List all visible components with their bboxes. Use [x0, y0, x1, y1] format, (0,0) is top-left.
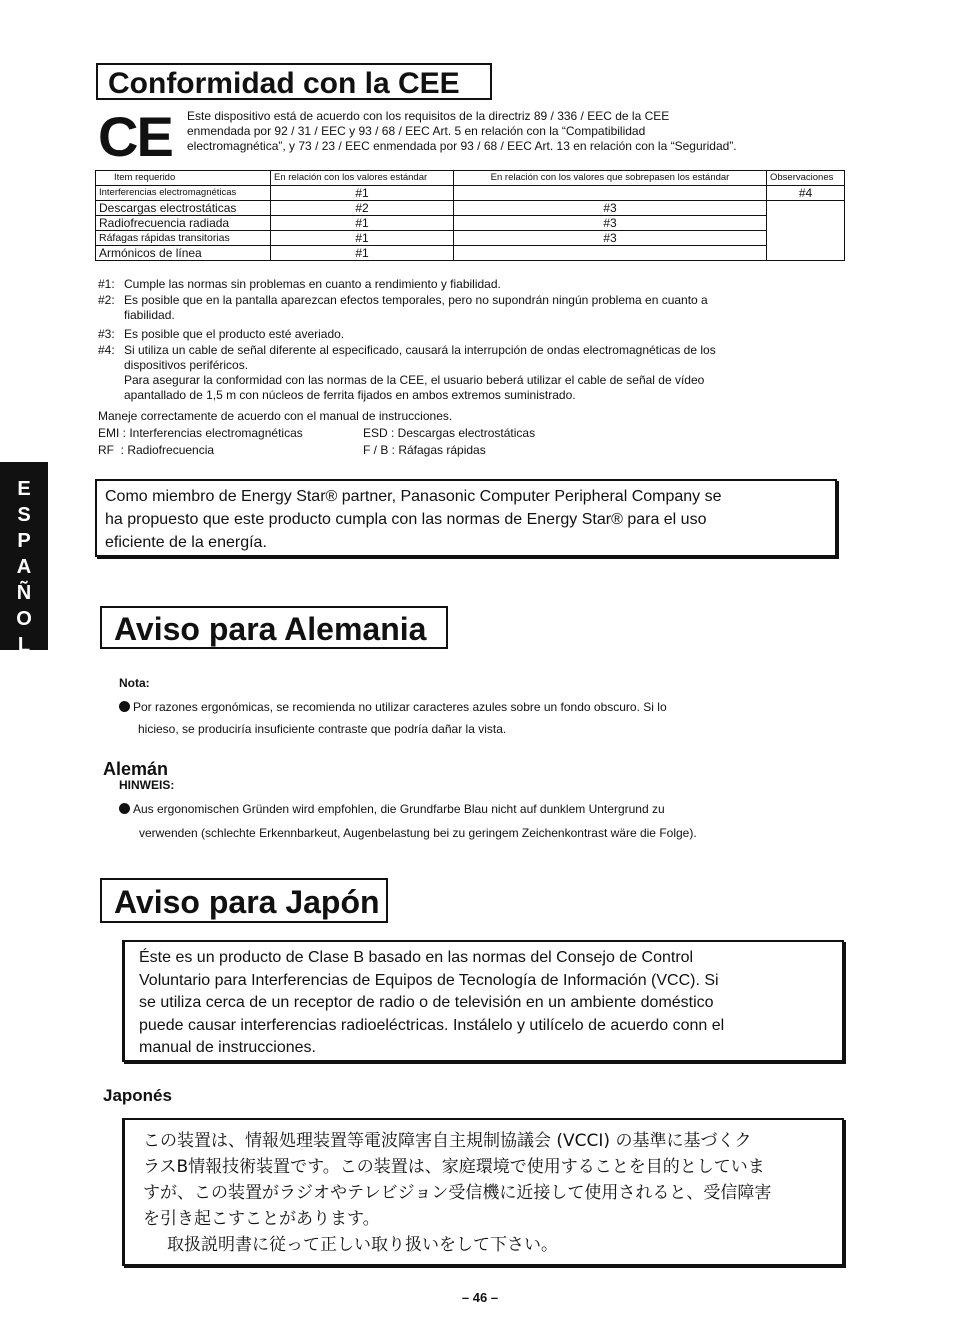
- section-title-cee-text: Conformidad con la CEE: [108, 67, 460, 100]
- row-observation: [767, 201, 845, 261]
- abbrev-left-2: RF : Radiofrecuencia: [98, 443, 215, 457]
- energy-line: eficiente de la energía.: [105, 534, 267, 551]
- manual-note: Maneje correctamente de acuerdo con el manual de instrucciones.: [98, 409, 453, 423]
- vcci-japanese-box: [122, 1118, 844, 1266]
- nota-label: Nota:: [119, 676, 150, 690]
- section-title-cee: [96, 63, 492, 100]
- vcci-line: manual de instrucciones.: [139, 1039, 316, 1056]
- nota-line: Por razones ergonómicas, se recomienda no utilizar caracteres azules sobre un fondo obscuro. Si lo: [133, 700, 667, 714]
- compliance-table: [95, 170, 845, 261]
- table-header-row: [96, 171, 845, 186]
- col-header-item: Item requerido: [96, 171, 271, 186]
- abbrev-left-1: EMI : Interferencias electromagnéticas: [98, 426, 303, 440]
- page-number: – 46 –: [461, 1290, 499, 1305]
- footnote-text: Para asegurar la conformidad con las normas de la CEE, el usuario beberá utilizar el cable de señal de vídeo: [124, 373, 705, 387]
- energy-line: ha propuesto que este producto cumpla con las normas de Energy Star® para el uso: [105, 511, 707, 528]
- hinweis-line: verwenden (schlechte Erkennbarkeut, Augenbelastung bei zu geringem Zeichenkontrast wäre die Folge).: [139, 826, 697, 840]
- row-standard: #1: [271, 186, 454, 201]
- table-row: [96, 246, 845, 261]
- section-title-germany-text: Aviso para Alemania: [114, 611, 427, 647]
- section-title-japan: [100, 878, 388, 923]
- nota-text: [119, 696, 839, 740]
- section-title-germany: [100, 606, 448, 649]
- language-side-tab: [0, 462, 48, 656]
- row-exceeding: #3: [454, 216, 767, 231]
- footnote-key: #1:: [98, 277, 115, 291]
- jp-line: 取扱説明書に従って正しい取り扱いをして下さい。: [167, 1235, 558, 1255]
- footnote-text: Cumple las normas sin problemas en cuanto a rendimiento y fiabilidad.: [124, 277, 501, 291]
- hinweis-label: HINWEIS:: [119, 778, 175, 792]
- jp-line: を引き起こすことがあります。: [143, 1209, 380, 1229]
- table-row: [96, 231, 845, 246]
- side-tab-letter: A: [16, 556, 32, 578]
- ce-intro-text: [187, 109, 847, 154]
- footnote-1: [98, 277, 818, 292]
- ce-mark-text: CE: [98, 105, 172, 168]
- vcci-line: Éste es un producto de Clase B basado en las normas del Consejo de Control: [139, 949, 694, 966]
- footnote-key: #2:: [98, 293, 115, 307]
- intro-line: enmendada por 92 / 31 / EEC y 93 / 68 / EEC Art. 5 en relación con la “Compatibilidad: [187, 124, 646, 138]
- row-standard: #2: [271, 201, 454, 216]
- footnote-key: #4:: [98, 343, 115, 357]
- row-exceeding: [454, 186, 767, 201]
- side-tab-letter: P: [17, 530, 31, 552]
- table-row: [96, 201, 845, 216]
- row-observation: #4: [767, 186, 845, 201]
- row-exceeding: #3: [454, 201, 767, 216]
- row-standard: #1: [271, 246, 454, 261]
- bullet-icon: [119, 803, 130, 814]
- side-tab-letter: L: [17, 634, 31, 656]
- abbrev-right-1: ESD : Descargas electrostáticas: [363, 426, 536, 440]
- footnote-4: [98, 343, 818, 403]
- row-item: Interferencias electromagnéticas: [96, 186, 271, 201]
- vcci-line: puede causar interferencias radioeléctricas. Instálelo y utilícelo de acuerdo conn el: [139, 1016, 725, 1034]
- row-item: Radiofrecuencia radiada: [96, 216, 271, 231]
- table-row: [96, 186, 845, 201]
- jp-line: ラスB情報技術装置です。この装置は、家庭環境で使用することを目的としていま: [143, 1157, 765, 1177]
- col-header-observations: Observaciones: [767, 171, 845, 186]
- row-exceeding: [454, 246, 767, 261]
- footnote-text: apantallado de 1,5 m con núcleos de ferrita fijados en ambos extremos suministrado.: [124, 388, 576, 402]
- footnote-text: Es posible que en la pantalla aparezcan efectos temporales, pero no supondrán ningún problema en cuanto a: [124, 293, 708, 307]
- jp-line: すが、この装置がラジオやテレビジョン受信機に近接して使用されると、受信障害: [143, 1183, 772, 1203]
- footnote-text: Es posible que el producto esté averiado.: [124, 327, 345, 341]
- side-tab-letter: O: [16, 608, 32, 630]
- japones-label: Japonés: [103, 1086, 172, 1105]
- footnote-3: [98, 327, 818, 342]
- col-header-exceeding: En relación con los valores que sobrepasen los estándar: [454, 171, 767, 186]
- footnote-text: Si utiliza un cable de señal diferente al especificado, causará la interrupción de ondas electromagnéticas de los: [124, 343, 716, 357]
- intro-line: electromagnética”, y 73 / 23 / EEC enmendada por 93 / 68 / EEC Art. 13 en relación con la “Seguridad”.: [187, 139, 737, 153]
- row-item: Armónicos de línea: [96, 246, 271, 261]
- footnote-2: [98, 293, 818, 323]
- aleman-label: Alemán: [103, 759, 169, 779]
- vcci-spanish-box: [122, 940, 844, 1062]
- intro-line: Este dispositivo está de acuerdo con los requisitos de la directriz 89 / 336 / EEC de la CEE: [187, 109, 670, 123]
- abbrev-right-2: F / B : Ráfagas rápidas: [363, 443, 486, 457]
- energy-line: Como miembro de Energy Star® partner, Panasonic Computer Peripheral Company se: [105, 488, 722, 505]
- ce-mark-logo: [98, 105, 174, 168]
- vcci-line: se utiliza cerca de un receptor de radio o de televisión en un ambiente doméstico: [139, 994, 714, 1011]
- row-item: Ráfagas rápidas transitorias: [96, 231, 271, 246]
- table-row: [96, 216, 845, 231]
- vcci-line: Voluntario para Interferencias de Equipos de Tecnología de Información (VCC). Si: [139, 971, 719, 989]
- energy-star-box: [95, 479, 837, 557]
- row-standard: #1: [271, 216, 454, 231]
- side-tab-letter: S: [17, 504, 31, 526]
- row-item: Descargas electrostáticas: [96, 201, 271, 216]
- footnote-key: #3:: [98, 327, 115, 341]
- footnote-text: fiabilidad.: [124, 308, 175, 322]
- hinweis-text: [119, 797, 849, 845]
- hinweis-line: Aus ergonomischen Gründen wird empfohlen, die Grundfarbe Blau nicht auf dunklem Untergrund zu: [133, 802, 665, 816]
- bullet-icon: [119, 701, 130, 712]
- footnote-text: dispositivos periféricos.: [124, 358, 249, 372]
- section-title-japan-text: Aviso para Japón: [114, 884, 380, 920]
- jp-line: この装置は、情報処理装置等電波障害自主規制協議会 (VCCI) の基準に基づくク: [143, 1131, 752, 1151]
- row-exceeding: #3: [454, 231, 767, 246]
- side-tab-letter: Ñ: [16, 582, 32, 604]
- row-standard: #1: [271, 231, 454, 246]
- side-tab-letter: E: [17, 478, 31, 500]
- col-header-standard: En relación con los valores estándar: [271, 171, 454, 186]
- nota-line: hicieso, se produciría insuficiente contraste que podría dañar la vista.: [138, 722, 507, 736]
